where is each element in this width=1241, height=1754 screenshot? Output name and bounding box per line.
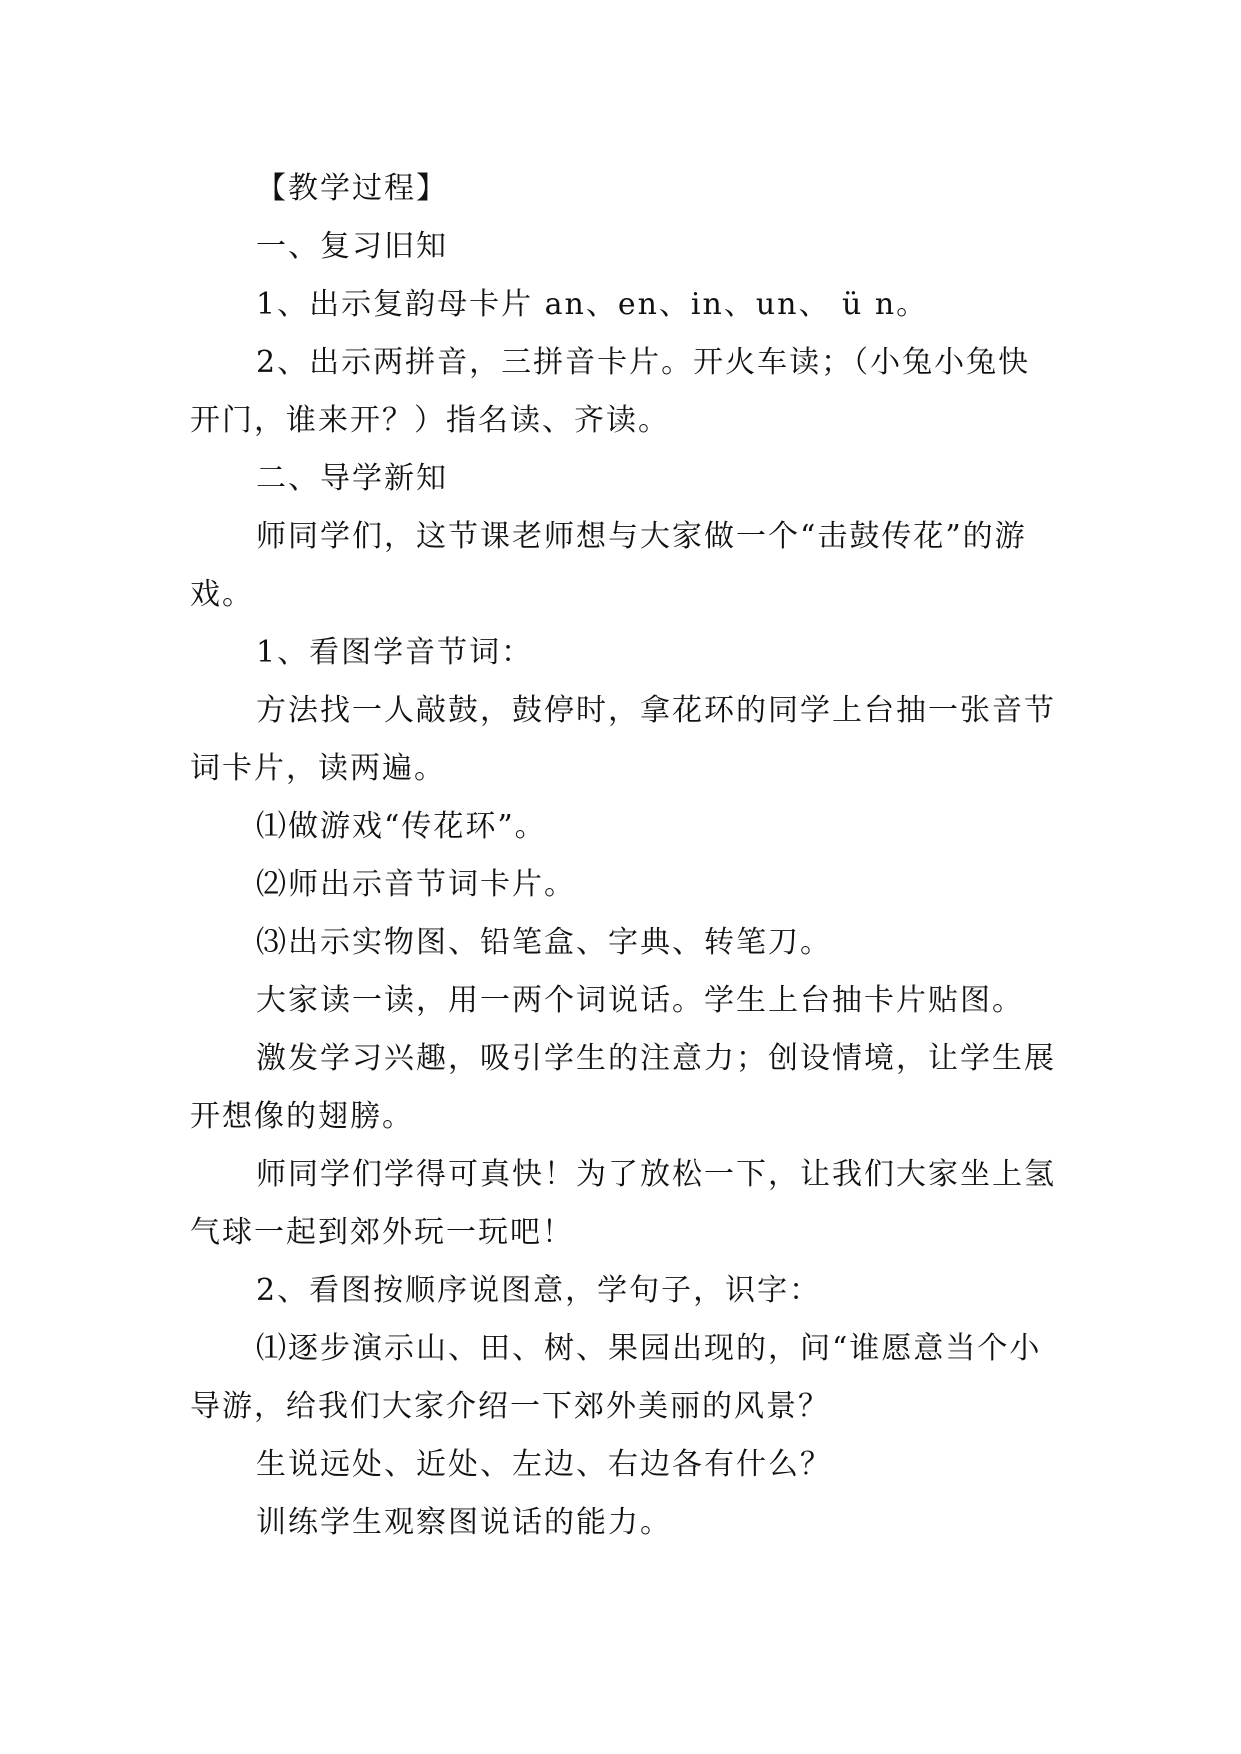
section-heading-teaching-process: 【教学过程】 (256, 171, 448, 206)
paragraph: 1、出示复韵母卡片 an、en、in、un、 ü n。 (256, 287, 929, 322)
paragraph: 2、出示两拼音，三拼音卡片。开火车读；（小兔小兔快开门，谁来开？）指名读、齐读。 (190, 345, 1031, 438)
document-page (190, 160, 1060, 1552)
paragraph: 2、看图按顺序说图意，学句子，识字： (256, 1273, 822, 1308)
paragraph: 激发学习兴趣，吸引学生的注意力；创设情境，让学生展开想像的翅膀。 (190, 1041, 1056, 1134)
paragraph: 大家读一读，用一两个词说话。学生上台抽卡片贴图。 (256, 983, 1024, 1018)
paragraph: 方法找一人敲鼓，鼓停时，拿花环的同学上台抽一张音节词卡片，读两遍。 (190, 693, 1056, 786)
paragraph: 师同学们学得可真快！为了放松一下，让我们大家坐上氢气球一起到郊外玩一玩吧！ (190, 1157, 1056, 1250)
paragraph: 1、看图学音节词： (256, 635, 534, 670)
paragraph: 生说远处、近处、左边、右边各有什么？ (256, 1447, 832, 1482)
section-heading-new-knowledge: 二、导学新知 (256, 461, 448, 496)
list-item: ⑴逐步演示山、田、树、果园出现的，问“谁愿意当个小导游，给我们大家介绍一下郊外美丽的风景？ (190, 1331, 1042, 1424)
list-item: ⑶出示实物图、铅笔盒、字典、转笔刀。 (256, 925, 832, 960)
list-item: ⑴做游戏“传花环”。 (256, 809, 547, 844)
list-item: ⑵师出示音节词卡片。 (256, 867, 576, 902)
paragraph: 训练学生观察图说话的能力。 (256, 1505, 672, 1540)
paragraph: 师同学们，这节课老师想与大家做一个“击鼓传花”的游戏。 (190, 519, 1027, 612)
section-heading-review: 一、复习旧知 (256, 229, 448, 264)
